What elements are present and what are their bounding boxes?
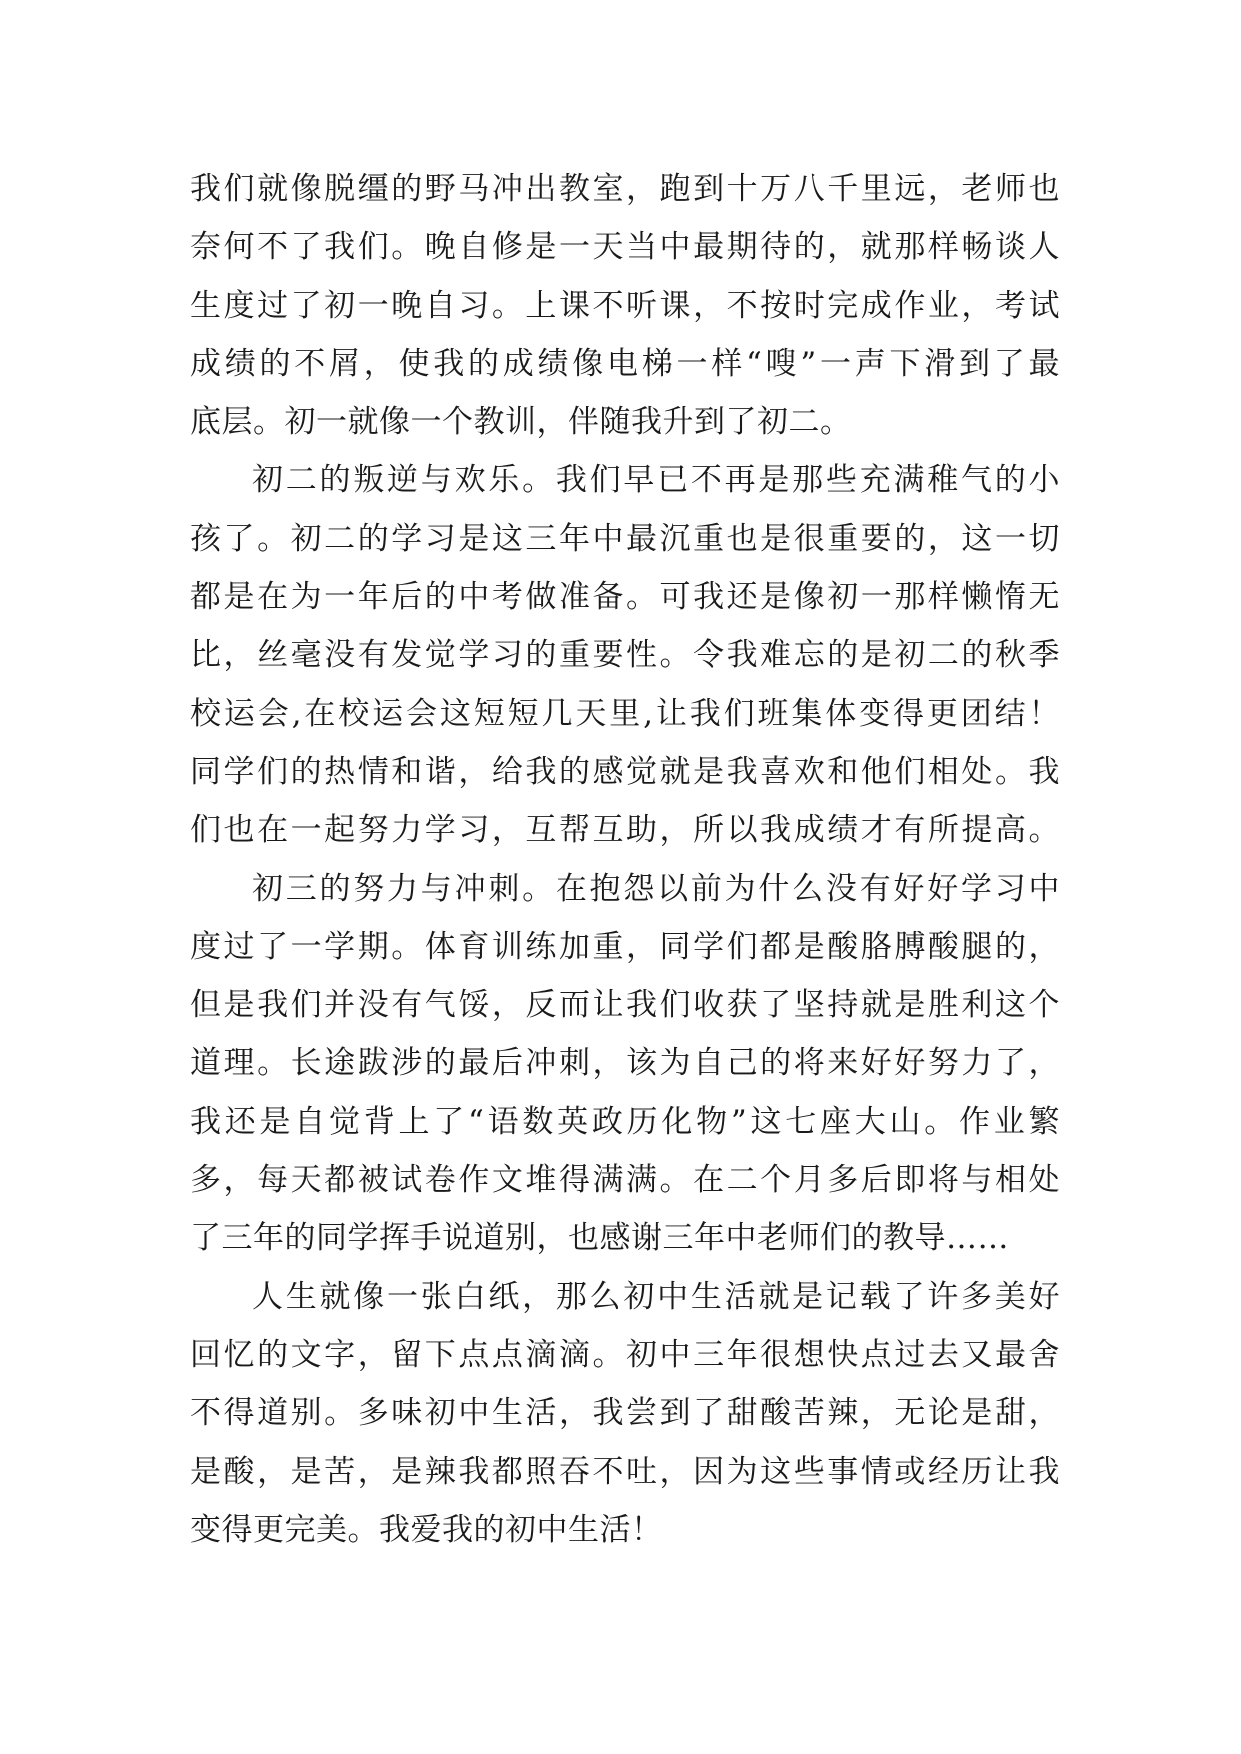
text-line: 校运会,在校运会这短短几天里,让我们班集体变得更团结！ [190,695,1060,732]
text-line: 都是在为一年后的中考做准备。可我还是像初一那样懒惰无 [190,579,1060,616]
text-line: 底层。初一就像一个教训，伴随我升到了初二。 [190,404,852,441]
paragraph-start-line: 初三的努力与冲刺。在抱怨以前为什么没有好好学习中 [252,870,1060,907]
text-line: 们也在一起努力学习，互帮互助，所以我成绩才有所提高。 [190,812,1060,849]
text-line: 成绩的不屑，使我的成绩像电梯一样“嗖”一声下滑到了最 [190,345,1060,382]
text-line: 度过了一学期。体育训练加重，同学们都是酸胳膊酸腿的， [190,928,1060,965]
paragraph-start-line: 初二的叛逆与欢乐。我们早已不再是那些充满稚气的小 [252,462,1060,499]
text-line: 是酸，是苦，是辣我都照吞不吐，因为这些事情或经历让我 [190,1453,1060,1490]
text-line: 但是我们并没有气馁，反而让我们收获了坚持就是胜利这个 [190,987,1060,1024]
text-line: 变得更完美。我爱我的初中生活！ [190,1511,663,1548]
text-line: 道理。长途跋涉的最后冲刺，该为自己的将来好好努力了， [190,1045,1060,1082]
text-line: 不得道别。多味初中生活，我尝到了甜酸苦辣，无论是甜， [190,1395,1060,1432]
essay-text [190,160,1060,1559]
text-line: 多，每天都被试卷作文堆得满满。在二个月多后即将与相处 [190,1162,1060,1199]
text-line: 我们就像脱缰的野马冲出教室，跑到十万八千里远，老师也 [190,171,1060,207]
text-line: 奈何不了我们。晚自修是一天当中最期待的，就那样畅谈人 [190,229,1060,266]
text-line: 生度过了初一晚自习。上课不听课，不按时完成作业，考试 [190,287,1060,324]
text-line: 我还是自觉背上了“语数英政历化物”这七座大山。作业繁 [190,1103,1060,1140]
text-line: 比，丝毫没有发觉学习的重要性。令我难忘的是初二的秋季 [190,637,1060,674]
text-line: 同学们的热情和谐，给我的感觉就是我喜欢和他们相处。我 [190,753,1060,790]
text-line: 回忆的文字，留下点点滴滴。初中三年很想快点过去又最舍 [190,1336,1060,1373]
paragraph-start-line: 人生就像一张白纸，那么初中生活就是记载了许多美好 [252,1278,1060,1315]
text-line: 孩了。初二的学习是这三年中最沉重也是很重要的，这一切 [190,520,1060,557]
text-line: 了三年的同学挥手说道别，也感谢三年中老师们的教导…… [190,1220,1009,1257]
